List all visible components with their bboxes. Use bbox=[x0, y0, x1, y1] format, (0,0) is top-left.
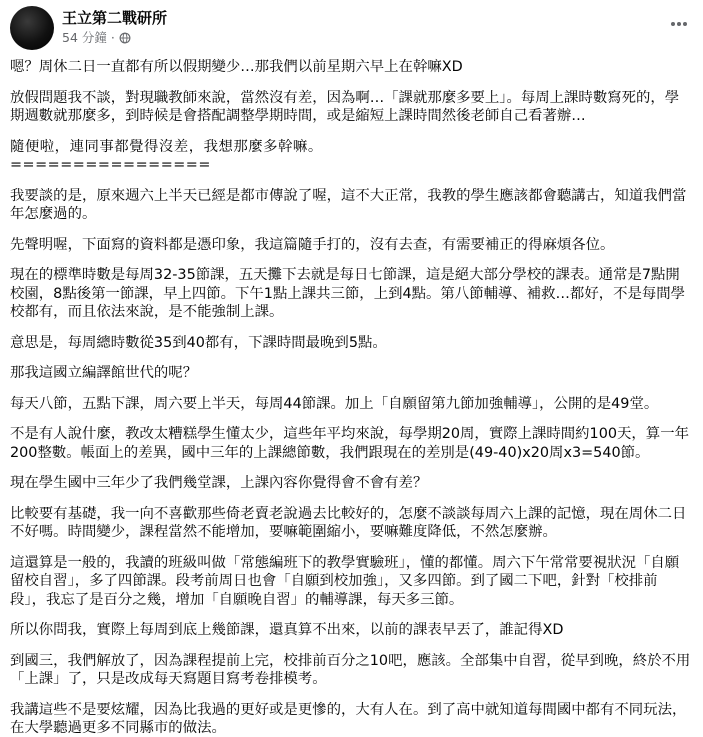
author-name[interactable]: 王立第二戰研所 bbox=[62, 9, 168, 27]
avatar[interactable] bbox=[10, 6, 54, 50]
post-paragraph: 隨便啦，連同事都覺得沒差，我想那麼多幹嘛。 ================ bbox=[10, 138, 323, 173]
post-header bbox=[10, 6, 693, 50]
more-options-button[interactable] bbox=[665, 10, 693, 38]
post-paragraph: 意思是，每周總時數從35到40都有，下課時間最晚到5點。 bbox=[10, 334, 387, 351]
post-paragraph: 這還算是一般的，我讀的班級叫做「常態編班下的教學實驗班」，懂的都懂。周六下午常常要視狀況「自願留校自習」，多了四節課。段考前周日也會「自願到校加強」，又多四節。到了國二下吧，針對「校排前段」，我忘了是百分之幾，增加「自願晚自習」的輔導課，每天多三節。 bbox=[10, 554, 680, 608]
meta-separator: · bbox=[110, 30, 115, 45]
post-time[interactable]: 54 分鐘 bbox=[62, 30, 107, 45]
post-paragraph: 先聲明喔，下面寫的資料都是憑印象，我這篇隨手打的，沒有去查，有需要補正的得麻煩各位。 bbox=[10, 236, 615, 253]
post-paragraph: 現在學生國中三年少了我們幾堂課，上課內容你覺得會不會有差？ bbox=[10, 475, 428, 491]
post-meta bbox=[62, 30, 131, 46]
globe-icon[interactable] bbox=[119, 32, 131, 44]
post-paragraph: 到國三，我們解放了，因為課程提前上完，校排前百分之10吧，應該。全部集中自習，從早到晚，終於不用「上課」了，只是改成每天寫題目寫考卷排模考。 bbox=[10, 652, 691, 687]
post-paragraph: 放假問題我不談，對現職教師來說，當然沒有差，因為啊…「課就那麼多要上」。每周上課時數寫死的，學期週數就那麼多，到時候是會搭配調整學期時間，或是縮短上課時間然後老師自己看著辦… bbox=[10, 89, 680, 124]
post-body bbox=[10, 58, 693, 737]
post-paragraph: 比較要有基礎，我一向不喜歡那些倚老賣老說過去比較好的，怎麼不談談每周六上課的記憶，現在周休二日不好嗎。時間變少，課程當然不能增加，要嘛範圍縮小，要嘛難度降低，不然怎麼辦。 bbox=[10, 505, 687, 540]
post-paragraph: 所以你問我，實際上每周到底上幾節課，還真算不出來，以前的課表早丟了，誰記得XD bbox=[10, 622, 564, 638]
post-paragraph: 現在的標準時數是每周32-35節課，五天攤下去就是每日七節課，這是絕大部分學校的課表。通常是7點開校園，8點後第一節課，早上四節。下午1點上課共三節，上到4點。第八節輔導、補救…都好，不是每間學校都有，而且依法來說，是不能強制上課。 bbox=[10, 267, 686, 320]
post-paragraph: 我要談的是，原來週六上半天已經是都市傳說了喔，這不大正常，我教的學生應該都會聽講古，知道我們當年怎麼過的。 bbox=[10, 187, 687, 222]
post-paragraph: 不是有人說什麼，教改太糟糕學生懂太少，這些年平均來說，每學期20周，實際上課時間約100天，算一年200整數。帳面上的差異，國中三年的上課總節數，我們跟現在的差別是(49-40)x20周x3=540節。 bbox=[10, 426, 689, 461]
post-paragraph: 每天八節，五點下課，周六要上半天，每周44節課。加上「自願留第九節加強輔導」，公開的是49堂。 bbox=[10, 395, 659, 412]
post-paragraph: 我講這些不是要炫耀，因為比我過的更好或是更慘的，大有人在。到了高中就知道每間國中都有不同玩法，在大學聽過更多不同縣市的做法。 bbox=[10, 701, 687, 736]
post-paragraph: 那我這國立編譯館世代的呢？ bbox=[10, 365, 198, 381]
more-options-icon bbox=[670, 21, 688, 27]
post-paragraph: 嗯？周休二日一直都有所以假期變少…那我們以前星期六早上在幹嘛XD bbox=[10, 59, 463, 75]
